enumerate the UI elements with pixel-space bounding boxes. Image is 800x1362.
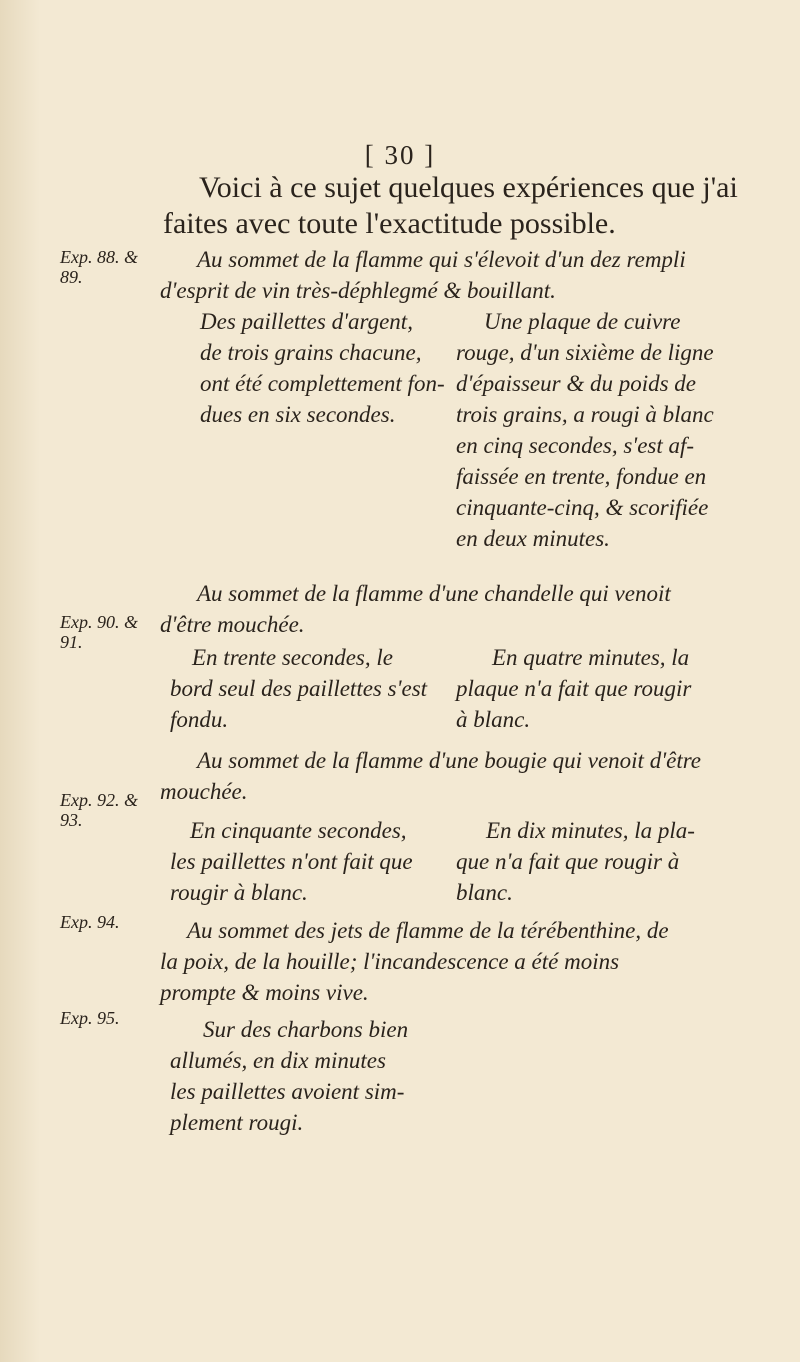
- text-line: ont été complettement fon-: [200, 371, 445, 396]
- text-line: dues en six secondes.: [200, 402, 396, 427]
- text-line: à blanc.: [456, 707, 531, 732]
- section3-heading: [160, 745, 740, 807]
- margin-note-exp-94: [60, 912, 170, 932]
- text-line: mouchée.: [160, 779, 248, 804]
- text-line: Au sommet de la flamme qui s'élevoit d'un dez rempli: [197, 247, 686, 272]
- text-line: Au sommet de la flamme d'une chandelle qui venoit: [197, 581, 671, 606]
- text-line: en deux minutes.: [456, 526, 610, 551]
- section2-right-column: [456, 642, 691, 735]
- margin-note-line: 93.: [60, 810, 83, 830]
- section2-left-column: [170, 642, 427, 735]
- section3-left-column: [170, 815, 413, 908]
- text-line: de trois grains chacune,: [200, 340, 422, 365]
- intro-line: faites avec toute l'exactitude possible.: [163, 207, 616, 240]
- text-line: En dix minutes, la pla-: [486, 818, 695, 843]
- section3-right-column: [456, 815, 695, 908]
- section1-right-column: [456, 306, 714, 554]
- section4-paragraph: [160, 915, 740, 1008]
- text-line: fondu.: [170, 707, 229, 732]
- margin-note-line: Exp. 92. &: [60, 790, 138, 810]
- text-line: allumés, en dix minutes: [170, 1048, 386, 1073]
- text-line: la poix, de la houille; l'incandescence a été moins: [160, 949, 620, 974]
- intro-line: Voici à ce sujet quelques expériences que j'ai: [199, 171, 738, 204]
- text-line: d'être mouchée.: [160, 612, 305, 637]
- margin-note-line: Exp. 88. &: [60, 247, 138, 267]
- margin-note-exp-95: [60, 1008, 170, 1028]
- text-line: Des paillettes d'argent,: [200, 309, 413, 334]
- section1-left-column: [200, 306, 445, 430]
- text-line: Au sommet des jets de flamme de la térébenthine, de: [187, 918, 669, 943]
- section5-paragraph: [170, 1014, 408, 1138]
- text-line: d'épaisseur & du poids de: [456, 371, 697, 396]
- margin-note-exp-88: [60, 247, 170, 287]
- text-line: plement rougi.: [170, 1110, 304, 1135]
- text-line: En quatre minutes, la: [492, 645, 690, 670]
- margin-note-line: 91.: [60, 632, 83, 652]
- text-line: faissée en trente, fondue en: [456, 464, 707, 489]
- text-line: plaque n'a fait que rougir: [456, 676, 692, 701]
- page-fold-shadow: [0, 0, 40, 1362]
- text-line: Une plaque de cuivre: [484, 309, 681, 334]
- margin-note-line: 89.: [60, 267, 83, 287]
- text-line: les paillettes avoient sim-: [170, 1079, 405, 1104]
- section2-heading: [160, 578, 740, 640]
- text-line: Sur des charbons bien: [203, 1017, 409, 1042]
- margin-note-exp-90: [60, 612, 170, 652]
- margin-note-line: Exp. 94.: [60, 912, 120, 932]
- text-line: en cinq secondes, s'est af-: [456, 433, 695, 458]
- page-number: [ 30 ]: [364, 140, 436, 170]
- text-line: prompte & moins vive.: [160, 980, 369, 1005]
- text-line: Au sommet de la flamme d'une bougie qui venoit d'être: [197, 748, 702, 773]
- text-line: cinquante-cinq, & scorifiée: [456, 495, 709, 520]
- margin-note-exp-92: [60, 790, 170, 830]
- text-line: rougir à blanc.: [170, 880, 308, 905]
- text-line: rouge, d'un sixième de ligne: [456, 340, 714, 365]
- text-line: que n'a fait que rougir à: [456, 849, 680, 874]
- text-line: blanc.: [456, 880, 513, 905]
- text-line: d'esprit de vin très-déphlegmé & bouillant.: [160, 278, 556, 303]
- text-line: bord seul des paillettes s'est: [170, 676, 428, 701]
- text-line: trois grains, a rougi à blanc: [456, 402, 714, 427]
- margin-note-line: Exp. 90. &: [60, 612, 138, 632]
- text-line: En trente secondes, le: [192, 645, 393, 670]
- margin-note-line: Exp. 95.: [60, 1008, 120, 1028]
- text-line: En cinquante secondes,: [190, 818, 407, 843]
- text-line: les paillettes n'ont fait que: [170, 849, 413, 874]
- intro-paragraph: [163, 170, 743, 242]
- section1-heading: [160, 244, 740, 306]
